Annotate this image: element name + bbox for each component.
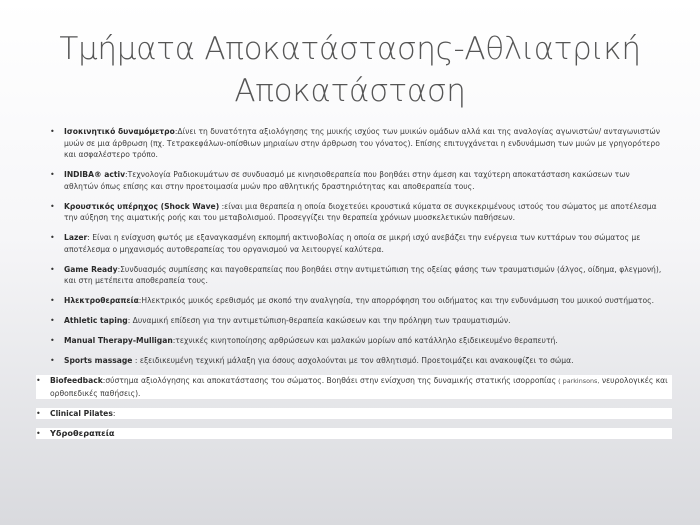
item-term: INDIBA® activ <box>64 170 126 179</box>
item-term: Ισοκινητικό δυναμόμετρο <box>64 127 175 136</box>
item-text: : <box>112 408 116 418</box>
bullet-icon: • <box>50 316 55 325</box>
item-text: :Δίνει τη δυνατότητα αξιολόγησης της μυικής ισχύος των μυικών ομάδων αλλά και της αναλογίας αγωνιστών/ ανταγωνιστών μυών σε μια άρθρωση (πχ. Τετρακεφάλων-οπίσθιων μηριαίων στην άρθρωση του γόνατος). Επίσης επιτυγχάνεται η ενδυνάμωση των μυών με γρηγορότερο και ασφαλέστερο τρόπο. <box>64 127 661 159</box>
bullet-icon: • <box>50 233 55 242</box>
item-text: : Δυναμική επίδεση για την αντιμετώπιση-θεραπεία κακώσεων και την πρόληψη των τραυματισμών. <box>127 316 511 325</box>
list-item-electrotherapy <box>50 295 666 307</box>
item-text: :τεχνικές κινητοποίησης αρθρώσεων και μαλακών μορίων από κατάλληλο εξιδεικευμένο θεραπευτή. <box>172 336 558 345</box>
item-text: : εξειδικευμένη τεχνική μάλαξη για όσους ασχολούνται με τον αθλητισμό. Προετοιμάζει και ανακουφίζει το σώμα. <box>132 356 574 365</box>
list-item-athletic-taping <box>50 315 666 327</box>
item-term: Κρουστικός υπέρηχος (Shock Wave) <box>64 201 220 211</box>
list-item-lazer <box>50 232 666 255</box>
item-text: :Ηλεκτρικός μυικός ερεθισμός με σκοπό την αναλγησία, την απορρόφηση του οιδήματος και την ενδυνάμωση του μυικού συστήματος. <box>138 296 654 305</box>
item-term: Manual Therapy-Mulligan <box>64 336 173 345</box>
item-term: Lazer <box>64 233 88 242</box>
item-text: :Συνδυασμός συμπίεσης και παγοθεραπείας που βοηθάει στην αντιμετώπιση της οξείας φάσης των τραυματισμών (άλγος, οίδημα, φλεγμονή), και στη μετέπειτα αποθεραπεία τους. <box>64 264 662 285</box>
item-text: : Είναι η ενίσχυση φωτός με εξαναγκασμένη εκπομπή ακτινοβολίας η οποία σε μικρή ισχύ ανεβάζει την ενέργεια των κυττάρων του σώματος με αποτέλεσμα ο μηχανισμός αυτοθεραπείας του οργανισμού να λειτουργεί καλύτερα. <box>64 233 641 254</box>
bullet-icon: • <box>50 201 55 211</box>
list-item-indiba <box>50 169 666 192</box>
item-text: :σύστημα αξιολόγησης και αποκατάστασης του σώματος. Βοηθάει στην ενίσχυση της δυναμικής στατικής ισορροπίας <box>102 376 557 385</box>
list-item-hydrotherapy <box>36 428 672 440</box>
list-item-game-ready <box>50 264 666 287</box>
list-item-shockwave <box>50 201 666 224</box>
list-item-isokinetic <box>50 126 666 161</box>
item-term: Game Ready <box>64 264 118 274</box>
bullet-icon: • <box>50 170 55 179</box>
bullet-icon: • <box>50 356 55 365</box>
slide-title-line-1: Τμήματα Αποκατάστασης-Αθλιατρική <box>59 31 641 67</box>
bullet-icon: • <box>50 127 55 136</box>
item-text: :είναι μια θεραπεία η οποία διοχετεύει κρουστικά κύματα σε συγκεκριμένους ιστούς του σώματος με αποτέλεσμα την αύξηση της αιματικής ροής και του μεταβολισμού. Προσεγγίζει την θεραπεία χρόνιων μυοσκελετικών παθήσεων. <box>64 201 657 222</box>
bullet-list <box>36 126 668 448</box>
item-term: Athletic taping <box>64 316 128 325</box>
item-text: :Τεχνολογία Ραδιοκυμάτων σε συνδυασμό με κινησιοθεραπεία που βοηθάει στην άμεση και ταχύτερη αποκατάσταση κακώσεων των αθλητών όπως επίσης και στην προετοιμασία μυών προ αθλητικής δραστηριότητας και αποθεραπεία τους. <box>64 170 630 191</box>
bullet-icon: • <box>50 296 55 305</box>
slide-title <box>0 28 700 112</box>
item-term: Biofeedback <box>50 376 103 385</box>
list-item-manual-therapy <box>50 335 666 347</box>
item-term: Ηλεκτροθεραπεία <box>64 296 139 305</box>
bullet-icon: • <box>36 408 41 418</box>
list-item-sports-massage <box>50 355 666 367</box>
bullet-icon: • <box>36 376 41 385</box>
item-term: Sports massage <box>64 356 133 365</box>
list-item-clinical-pilates <box>36 408 672 420</box>
bullet-icon: • <box>50 336 55 345</box>
item-term: Clinical Pilates <box>50 408 113 418</box>
list-item-biofeedback <box>36 375 672 399</box>
item-term: Υδροθεραπεία <box>50 427 115 438</box>
slide-title-line-2: Αποκατάσταση <box>234 73 466 109</box>
bullet-icon: • <box>50 264 55 274</box>
item-text-continued: νευρολογικές και ορθοπεδικές παθήσεις). <box>50 376 668 398</box>
item-small-note: ( parkinsons, <box>556 377 600 385</box>
bullet-icon: • <box>36 428 41 438</box>
